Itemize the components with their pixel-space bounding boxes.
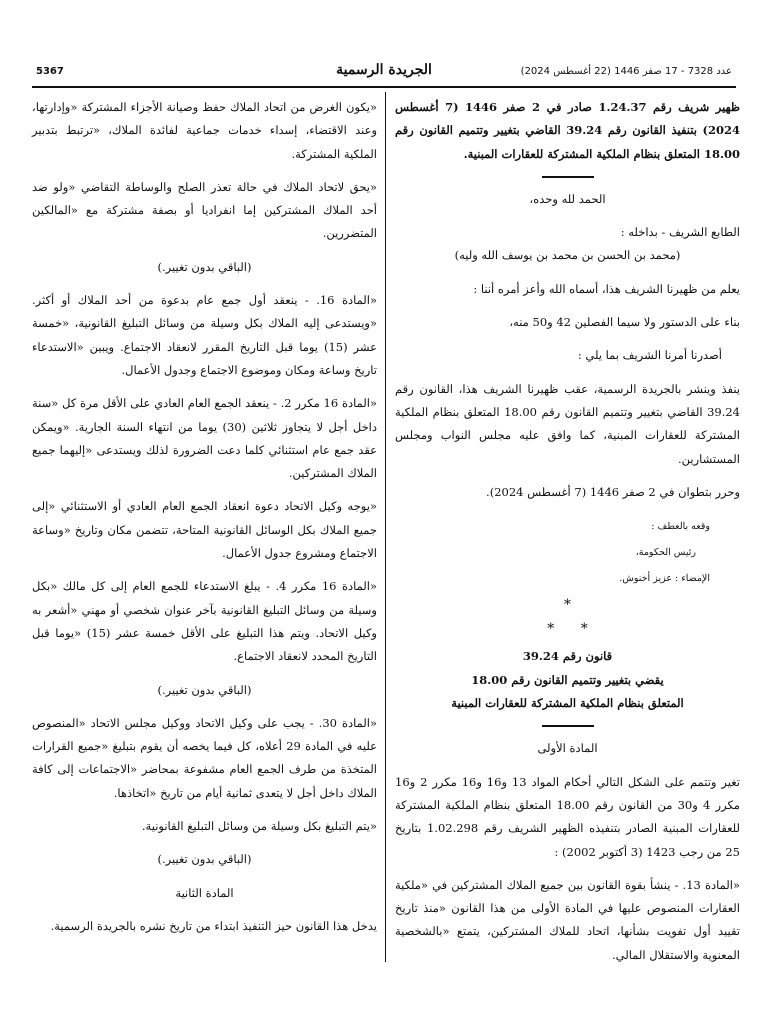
unchanged-note-3: (الباقي بدون تغيير.) bbox=[157, 852, 252, 867]
decree-line: أصدرنا أمرنا الشريف بما يلي : bbox=[577, 348, 722, 363]
paragraph-1: «يكون الغرض من اتحاد الملاك حفظ وصيانة الأجزاء المشتركة «وإدارتها، وعند الاقتضاء، إسداء خدمات جماعية لفائدة الملاك، «ترتبط بتدبير الملكية المشتركة. bbox=[32, 100, 377, 161]
paragraph-3: «المادة 16. - ينعقد أول جمع عام بدعوة من أحد الملاك أو أكثر. «ويستدعى إليه الملاك بكل وسيلة من وسائل التبليغ القانونية، «خمسة عشر (15) يوما قبل التاريخ المقرر لانعقاد الاجتماع. ويبين «الاستدعاء تاريخ وساعة ومكان وموضوع الاجتماع وجدول الأعمال. bbox=[32, 293, 377, 377]
issue-info: عدد 7328 - 17 صفر 1446 (22 أغسطس 2024) bbox=[520, 66, 732, 77]
unchanged-note-2: (الباقي بدون تغيير.) bbox=[157, 682, 252, 697]
paragraph-5: «يوجه وكيل الاتحاد دعوة انعقاد الجمع العام العادي أو الاستثنائي «إلى جميع الملاك بكل الوسائل القانونية المتاحة، تتضمن مكان وتاريخ «وساعة الاجتماع ومشروع جدول الأعمال. bbox=[32, 499, 377, 561]
title-rule bbox=[542, 176, 594, 178]
right-column bbox=[395, 96, 740, 977]
law-title-rule bbox=[542, 725, 594, 727]
page-header bbox=[32, 62, 736, 88]
signature: الإمضاء : عزيز أخنوش. bbox=[619, 573, 710, 585]
law-title-line-2: المتعلق بنظام الملكية المشتركة للعقارات المبنية bbox=[451, 696, 684, 711]
praise-line: الحمد لله وحده، bbox=[529, 191, 606, 206]
paragraph-7: «المادة 30. - يجب على وكيل الاتحاد ووكيل مجلس الاتحاد «المنصوص عليه في المادة 29 أعلاه، كل فيما يخصه أن يقوم بتبليغ «جميع القرارات المتخذة من طرف الجمع العام مشفوعة بمحاضر «الاجتماعات إلى كافة الملاك داخل أجل لا يتعدى ثمانية أيام من تاريخ «اتخاذها. bbox=[32, 715, 377, 800]
law-number: قانون رقم 39.24 bbox=[522, 649, 613, 664]
left-column bbox=[32, 96, 377, 948]
seal-label: الطابع الشريف - بداخله : bbox=[620, 225, 740, 240]
based-on: بناء على الدستور ولا سيما الفصلين 42 و50 منه، bbox=[509, 315, 740, 330]
star-top: * bbox=[564, 597, 571, 614]
law-title-line-1: يقضي بتغيير وتتميم القانون رقم 18.00 bbox=[471, 672, 664, 687]
countersign-label: وقعه بالعطف : bbox=[651, 521, 710, 533]
dahir-title: ظهير شريف رقم 1.24.37 صادر في 2 صفر 1446 (7 أغسطس 2024) بتنفيذ القانون رقم 39.24 القاضي بتغيير وتتميم القانون رقم 18.00 المتعلق بنظام الملكية المشتركة للعقارات المبنية. bbox=[395, 100, 741, 161]
article-1-heading: المادة الأولى bbox=[537, 741, 598, 756]
unchanged-note-1: (الباقي بدون تغيير.) bbox=[157, 259, 252, 274]
done-at: وحرر بتطوان في 2 صفر 1446 (7 أغسطس 2024). bbox=[486, 484, 740, 499]
dahir-body: ينفذ وينشر بالجريدة الرسمية، عقب ظهيرنا الشريف هذا، القانون رقم 39.24 القاضي بتغيير وتتميم القانون رقم 18.00 المتعلق بنظام الملكية المشتركة للعقارات المبنية، كما وافق عليه مجلس النواب ومجلس المستشارين. bbox=[395, 381, 740, 466]
paragraph-4: «المادة 16 مكرر 2. - ينعقد الجمع العام العادي على الأقل مرة كل «سنة داخل أجل لا يتجاوز ثلاثين (30) يوما من انتهاء السنة الجارية. «ويمكن عقد جمع عام استثنائي كلما دعت الضرورة لذلك ويستدعى «إليهما جميع الملاك المشتركين. bbox=[32, 396, 377, 481]
article-2-heading: المادة الثانية bbox=[175, 885, 234, 900]
article-1-text: تغير وتتمم على الشكل التالي أحكام المواد 13 و16 و16 مكرر 2 و16 مكرر 4 و30 من القانون رقم 18.00 المتعلق بنظام الملكية المشتركة للعقارات المبنية الصادر بتنفيذه الظهير الشريف رقم 1.02.298 بتاريخ 25 من رجب 1423 (3 أكتوبر 2002) : bbox=[395, 774, 740, 859]
seal-name: (محمد بن الحسن بن محمد بن يوسف الله وليه) bbox=[454, 248, 681, 263]
page-number: 5367 bbox=[36, 66, 64, 77]
article-13-text: «المادة 13. - ينشأ بقوة القانون بين جميع الملاك المشتركين في «ملكية العقارات المنصوص عليها في المادة الأولى من هذا القانون «منذ تاريخ تقييد أول تفويت بشأنها، اتحاد للملاك المشتركين، يتمتع «بالشخصية المعنوية والاستقلال المالي. bbox=[395, 877, 740, 962]
journal-title: الجريدة الرسمية bbox=[336, 62, 432, 78]
star-pair: * * bbox=[547, 621, 588, 638]
paragraph-6: «المادة 16 مكرر 4. - يبلغ الاستدعاء للجمع العام إلى كل مالك «بكل وسيلة من وسائل التبليغ القانونية بآخر عنوان شخصي أو مهني «أشعر به وكيل الاتحاد. ويتم هذا التبليغ على الأقل خمسة عشر (15) «يوما قبل التاريخ المحدد لانعقاد الاجتماع. bbox=[32, 579, 377, 664]
announcement: يعلم من ظهيرنا الشريف هذا، أسماه الله وأعز أمره أننا : bbox=[473, 281, 740, 296]
paragraph-8: «يتم التبليغ بكل وسيلة من وسائل التبليغ القانونية. bbox=[141, 819, 377, 834]
column-divider bbox=[385, 92, 386, 962]
article-2-text: يدخل هذا القانون حيز التنفيذ ابتداء من تاريخ نشره بالجريدة الرسمية. bbox=[50, 918, 377, 933]
paragraph-2: «يحق لاتحاد الملاك في حالة تعذر الصلح والوساطة التقاضي «ولو ضد أحد الملاك المشتركين إما انفراديا أو بصفة مشتركة مع «المالكين المتضررين. bbox=[32, 179, 377, 241]
pm-title: رئيس الحكومة، bbox=[635, 547, 696, 559]
